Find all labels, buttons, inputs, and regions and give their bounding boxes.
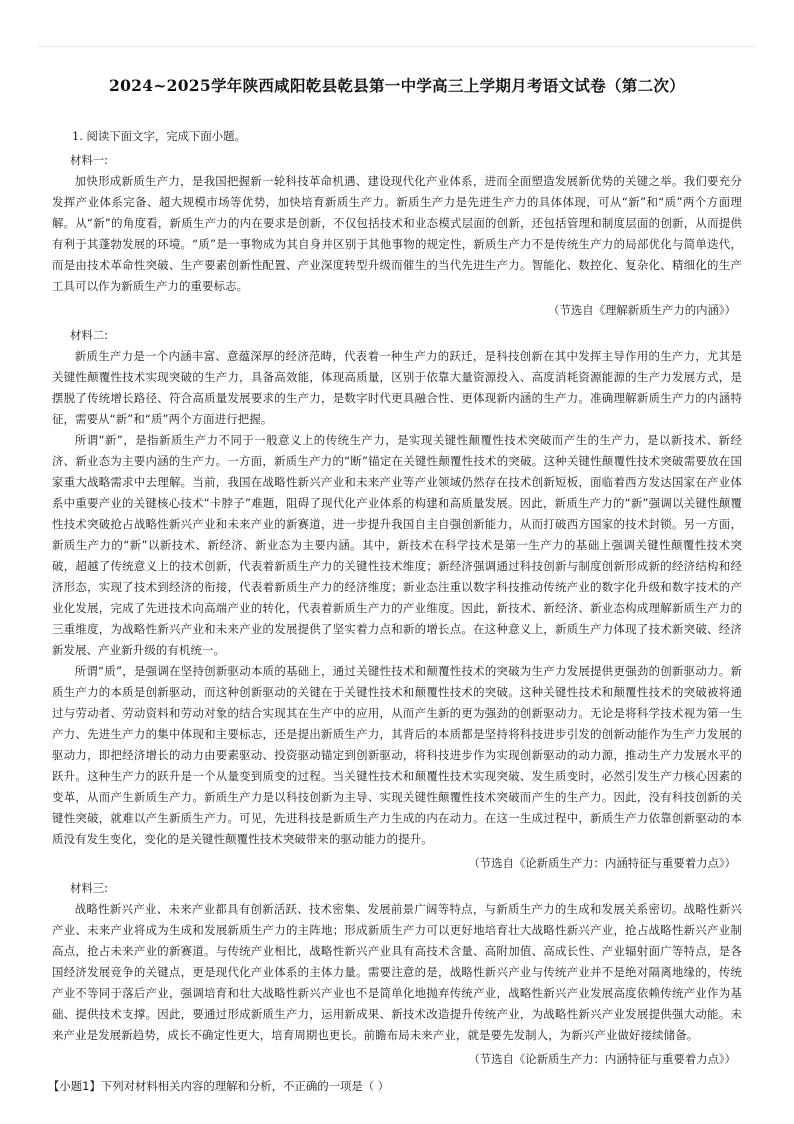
material-1 xyxy=(52,150,742,321)
paragraph: 新质生产力是一个内涵丰富、意蕴深厚的经济范畴，代表着一种生产力的跃迁，是科技创新在其中发挥主导作用的生产力，尤其是关键性颠覆性技术实现突破的生产力，具备高效能，体现高质量，区别于依靠大量资源投入、高度消耗资源能源的生产力发展方式，是摆脱了传统增长路径、符合高质量发展要求的生产力，是数字时代更具融合性、更体现新内涵的生产力。准确理解新质生产力的内涵特征，需要从“新”和“质”两个方面进行把握。 xyxy=(52,349,742,426)
material-3 xyxy=(52,878,742,1070)
source-citation: （节选自《论新质生产力：内涵特征与重要着力点》） xyxy=(468,856,736,870)
material-2 xyxy=(52,325,742,874)
source-citation: （节选自《理解新质生产力的内涵》） xyxy=(548,303,736,317)
material-label: 材料二: xyxy=(70,328,109,342)
page-title: 2024~2025学年陕西咸阳乾县乾县第一中学高三上学期月考语文试卷（第二次） xyxy=(109,76,685,95)
paragraph: 所谓“质”，是强调在坚持创新驱动本质的基础上，通过关键性技术和颠覆性技术的突破为生产力发展提供更强劲的创新驱动力。新质生产力的本质是创新驱动，而这种创新驱动的关键在于关键性技术和颠覆性技术的突破。这种关键性技术和颠覆性技术的突破被将通过与劳动者、劳动资料和劳动对象的结合实现其在生产中的应用，从而产生新的更为强劲的创新驱动力。无论是将科学技术视为第一生产力、先进生产力的集中体现和主要标志，还是提出新质生产力，其背后的本质都是坚持将科技进步引发的创新动能作为生产力发展的驱动力，即把经济增长的动力由要素驱动、投资驱动锚定到创新驱动，将科技进步作为实现创新驱动的动力源，推动生产力发展水平的跃升。这种生产力的跃升是一个从量变到质变的过程。当关键性技术和颠覆性技术实现突破、发生质变时，必然引发生产力核心因素的变革，从而产生新质生产力。新质生产力是以科技创新为主导、实现关键性颠覆性技术突破而产生的生产力。因此，没有科技创新的关键性突破，就难以产生新质生产力。可见，先进科技是新质生产力生成的内在动力。在这一生成过程中，新质生产力依靠创新驱动的本质没有发生变化，变化的是关键性颠覆性技术突破带来的驱动能力的提升。 xyxy=(52,664,742,846)
source-citation: （节选自《论新质生产力：内涵特征与重要着力点》） xyxy=(468,1052,736,1066)
paragraph: 所谓“新”，是指新质生产力不同于一般意义上的传统生产力，是实现关键性颠覆性技术突破而产生的生产力，是以新技术、新经济、新业态为主要内涵的生产力。一方面，新质生产力的“断”锚定在关键性颠覆性技术的突破。这种关键性颠覆性技术突破需要放在国家重大战略需求中去理解。当前，我国在战略性新兴产业和未来产业等产业领域仍然存在技术创新短板，面临着西方发达国家在产业体系中重要产业的关键核心技术“卡脖子”难题，阻碍了现代化产业体系的构建和高质量发展。因此，新质生产力的“新”强调以关键性颠覆性技术突破抢占战略性新兴产业和未来产业的新赛道，进一步提升我国自主自强创新能力，从而打破西方国家的技术封锁。另一方面，新质生产力的“新”以新技术、新经济、新业态为主要内涵。其中，新技术在科学技术是第一生产力的基础上强调关键性颠覆性技术突破，超越了传统意义上的技术创新，代表着新质生产力的关键性技术维度；新经济强调通过科技创新与制度创新形成新的经济结构和经济形态，实现了技术到经济的衔接，代表着新质生产力的经济维度；新业态注重以数字科技推动传统产业的数字化升级和数字技术的产业化发展，完成了先进技术向高端产业的转化，代表着新质生产力的产业维度。因此，新技术、新经济、新业态构成理解新质生产力的三重维度，为战略性新兴产业和未来产业的发展提供了坚实着力点和新的增长点。在这种意义上，新质生产力体现了技术新突破、经济新发展、产业新升级的有机统一。 xyxy=(52,433,742,657)
material-label: 材料一: xyxy=(70,153,109,167)
top-divider xyxy=(38,46,756,47)
exam-page xyxy=(48,74,742,1096)
paragraph: 加快形成新质生产力，是我国把握新一轮科技革命机遇、建设现代化产业体系，进而全面塑造发展新优势的关键之举。我们要充分发挥产业体系完备、超大规模市场等优势，加快培育新质生产力。新质生产力是先进生产力的具体体现，可从“新”和“质”两个方面理解。从“新”的角度看，新质生产力的内在要求是创新，不仅包括技术和业态模式层面的创新，还包括管理和制度层面的创新，从而提供有利于其蓬勃发展的环境。“质”是一事物成为其自身并区别于其他事物的规定性，新质生产力不是传统生产力的局部优化与简单迭代，而是由技术革命性突破、生产要素创新性配置、产业深度转型升级而催生的当代先进生产力。智能化、数控化、复杂化、精细化的生产工具可以作为新质生产力的重要标志。 xyxy=(52,174,742,293)
sub-question: 【小题1】下列对材料相关内容的理解和分析，不正确的一项是（ ） xyxy=(48,1079,390,1093)
question-header: 1. 阅读下面文字，完成下面小题。 xyxy=(72,129,246,143)
paragraph: 战略性新兴产业、未来产业都具有创新活跃、技术密集、发展前景广阔等特点，与新质生产力的生成和发展关系密切。战略性新兴产业、未来产业将成为生成和发展新质生产力的主阵地；形成新质生产力可以更好地培育壮大战略性新兴产业，抢占战略性新兴产业制高点，抢占未来产业的新赛道。与传统产业相比，战略性新兴产业具有高技术含量、高附加值、高成长性、产业辐射面广等特点，是各国经济发展竞争的关键点，更是现代化产业体系的主体力量。需要注意的是，战略性新兴产业与传统产业并不是绝对隔离地缘的，传统产业不等同于落后产业，强调培育和壮大战略性新兴产业也不是简单化地抛弃传统产业，战略性新兴产业发展高度依赖传统产业作为基础、提供技术支撑。因此，要通过形成新质生产力，运用新成果、新技术改造提升传统产业，为战略性新兴产业发展提供强大动能。未来产业是发展新趋势，成长不确定性更大，培育周期也更长。前瞻布局未来产业，就是要先发制人，为新兴产业做好接续储备。 xyxy=(52,902,742,1042)
material-label: 材料三: xyxy=(70,881,109,895)
